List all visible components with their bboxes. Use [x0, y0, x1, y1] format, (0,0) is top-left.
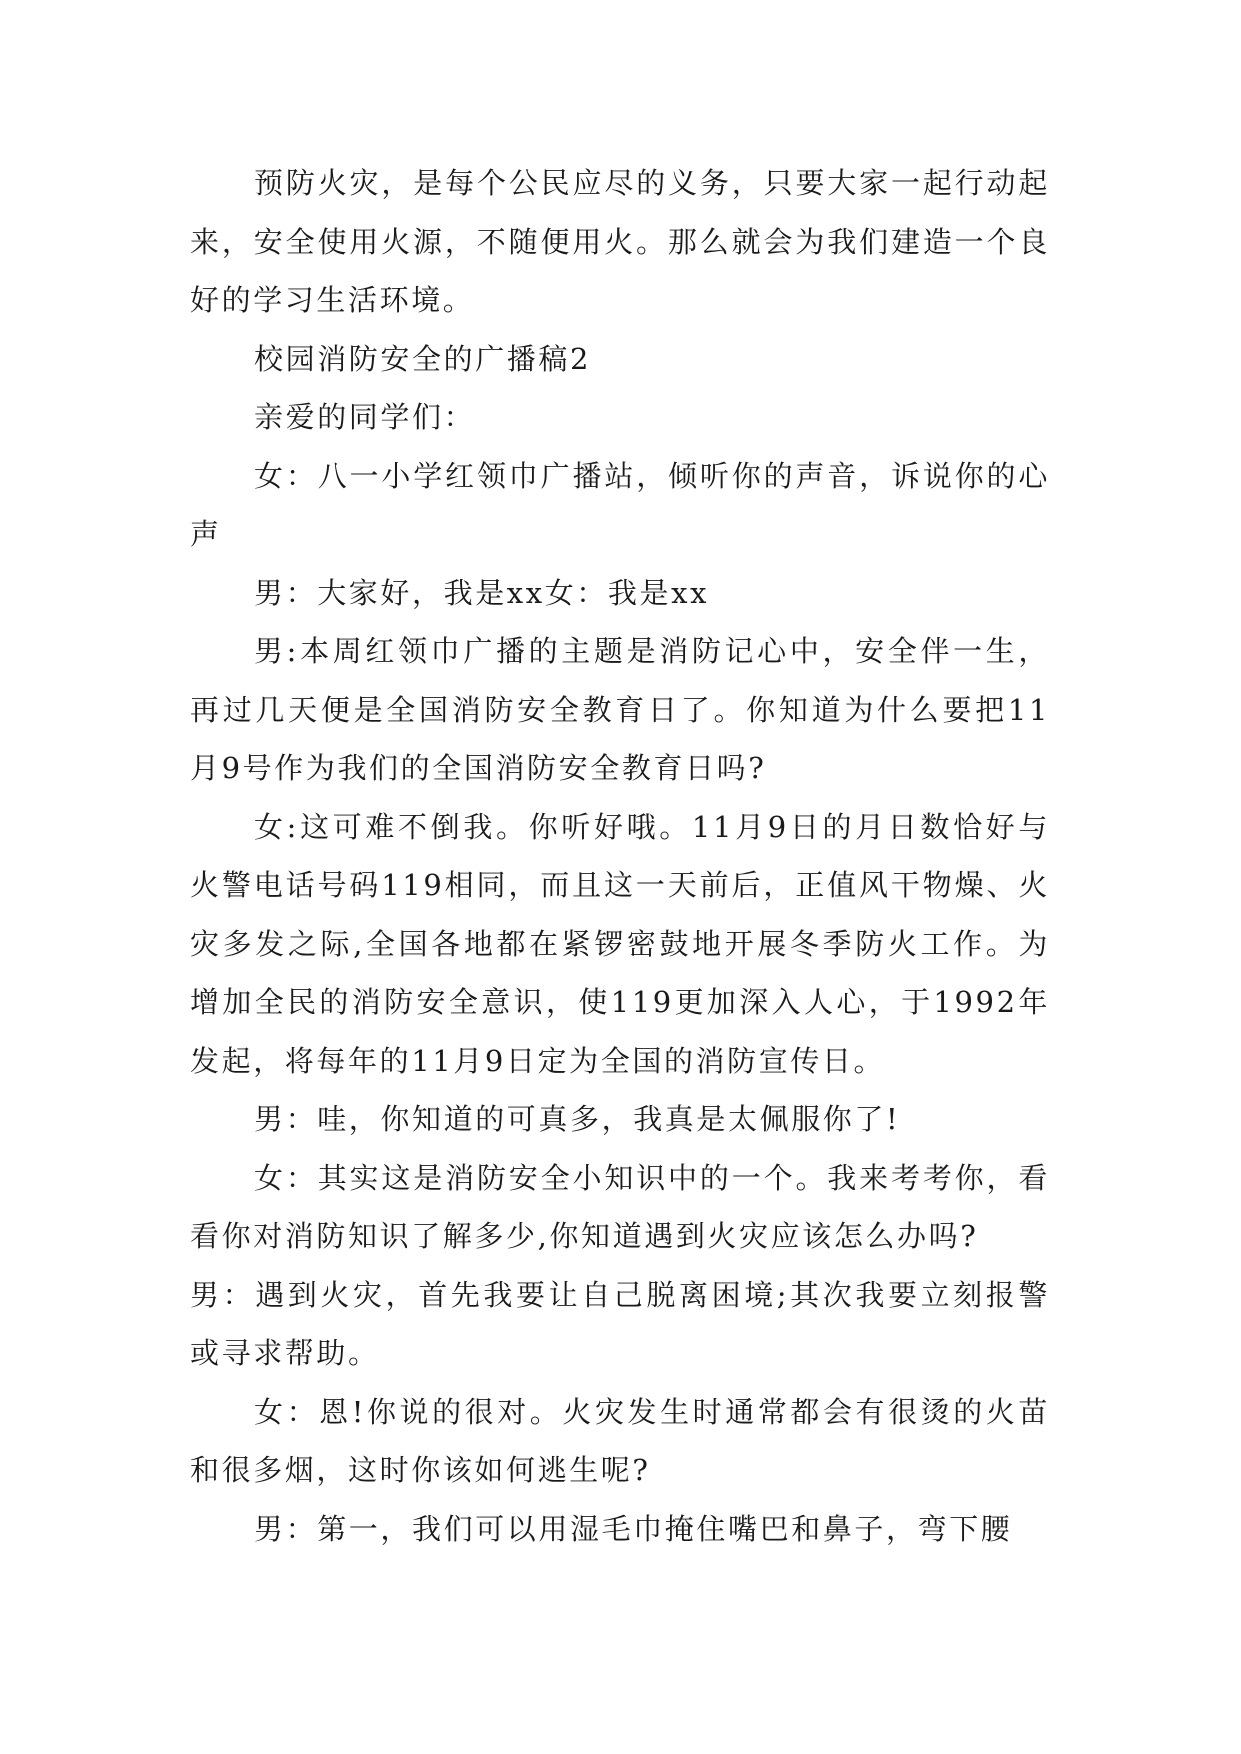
dialogue-line: 男：第一，我们可以用湿毛巾掩住嘴巴和鼻子，弯下腰 [254, 1511, 1013, 1546]
dialogue-line: 男：大家好，我是xx女：我是xx [254, 575, 710, 610]
dialogue-line: 女:这可难不倒我。你听好哦。11月9日的月日数恰好与火警电话号码119相同，而且这一天前后，正值风干物燥、火灾多发之际,全国各地都在紧锣密鼓地开展冬季防火工作。为增加全民的消防安全意识，使119更加深入人心，于1992年发起，将每年的11月9日定为全国的消防宣传日。 [190, 809, 1050, 1078]
document-body [190, 154, 1050, 1558]
dialogue-line: 女：其实这是消防安全小知识中的一个。我来考考你，看看你对消防知识了解多少,你知道遇到火灾应该怎么办吗? [190, 1160, 1050, 1253]
dialogue-line: 男：哇，你知道的可真多，我真是太佩服你了! [254, 1102, 901, 1136]
section-title: 校园消防安全的广播稿2 [254, 341, 592, 376]
dialogue-line: 男：遇到火灾，首先我要让自己脱离困境;其次我要立刻报警或寻求帮助。 [190, 1277, 1050, 1370]
salutation: 亲爱的同学们： [254, 400, 476, 434]
dialogue-line: 女：八一小学红领巾广播站，倾听你的声音，诉说你的心声 [190, 458, 1050, 551]
dialogue-line: 女：恩!你说的很对。火灾发生时通常都会有很烫的火苗和很多烟，这时你该如何逃生呢? [190, 1394, 1050, 1487]
paragraph: 预防火灾，是每个公民应尽的义务，只要大家一起行动起来，安全使用火源，不随便用火。那么就会为我们建造一个良好的学习生活环境。 [190, 166, 1050, 317]
dialogue-line: 男:本周红领巾广播的主题是消防记心中，安全伴一生，再过几天便是全国消防安全教育日了。你知道为什么要把11月9号作为我们的全国消防安全教育日吗? [190, 634, 1050, 785]
